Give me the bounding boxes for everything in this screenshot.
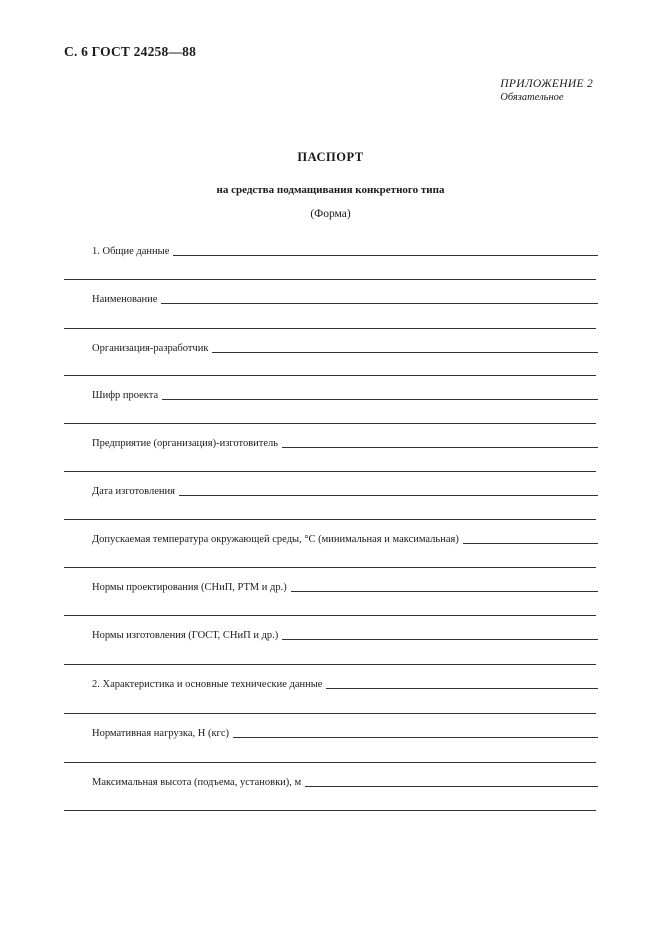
continuation-line[interactable] — [64, 375, 596, 376]
continuation-line[interactable] — [64, 328, 596, 329]
field-manufacture-date[interactable] — [92, 484, 598, 498]
document-title: ПАСПОРТ — [297, 150, 364, 164]
field-label: Дата изготовления — [92, 486, 175, 497]
document-subtitle: на средства подмащивания конкретного типа — [216, 184, 445, 196]
field-label: Шифр проекта — [92, 390, 159, 401]
field-label: Организация-разработчик — [92, 343, 209, 354]
fill-line[interactable] — [282, 639, 598, 640]
field-design-norms[interactable] — [92, 580, 598, 594]
field-project-code[interactable] — [92, 388, 598, 402]
fill-line[interactable] — [305, 786, 598, 787]
field-label: Допускаемая температура окружающей среды, °С (минимальная и максимальная) — [92, 534, 459, 545]
field-label: 2. Характеристика и основные технические данные — [92, 679, 323, 690]
fill-line[interactable] — [162, 399, 598, 400]
continuation-line[interactable] — [64, 810, 596, 811]
continuation-line[interactable] — [64, 279, 596, 280]
continuation-line[interactable] — [64, 664, 596, 665]
field-temperature[interactable] — [92, 532, 598, 546]
fill-line[interactable] — [161, 303, 598, 304]
appendix-block — [500, 78, 593, 104]
field-normative-load[interactable] — [92, 726, 598, 740]
continuation-line[interactable] — [64, 567, 596, 568]
continuation-line[interactable] — [64, 471, 596, 472]
field-general-data[interactable] — [92, 244, 598, 258]
continuation-line[interactable] — [64, 713, 596, 714]
field-characteristics[interactable] — [92, 677, 598, 691]
field-label: Нормы изготовления (ГОСТ, СНиП и др.) — [92, 630, 279, 641]
field-max-height[interactable] — [92, 775, 598, 789]
fill-line[interactable] — [173, 255, 598, 256]
fill-line[interactable] — [233, 737, 598, 738]
field-manufacturing-norms[interactable] — [92, 628, 598, 642]
field-label: Максимальная высота (подъема, установки), м — [92, 777, 302, 788]
page-header-ref: С. 6 ГОСТ 24258—88 — [64, 44, 197, 59]
fill-line[interactable] — [282, 447, 598, 448]
fill-line[interactable] — [463, 543, 598, 544]
field-label: 1. Общие данные — [92, 246, 170, 257]
field-label: Предприятие (организация)-изготовитель — [92, 438, 279, 449]
field-developer[interactable] — [92, 341, 598, 355]
appendix-status: Обязательное — [500, 92, 564, 103]
continuation-line[interactable] — [64, 615, 596, 616]
appendix-title: ПРИЛОЖЕНИЕ 2 — [500, 78, 593, 90]
continuation-line[interactable] — [64, 519, 596, 520]
form-note: (Форма) — [310, 208, 351, 220]
fill-line[interactable] — [291, 591, 598, 592]
continuation-line[interactable] — [64, 762, 596, 763]
field-label: Нормы проектирования (СНиП, РТМ и др.) — [92, 582, 287, 593]
fill-line[interactable] — [179, 495, 598, 496]
continuation-line[interactable] — [64, 423, 596, 424]
field-label: Наименование — [92, 294, 158, 305]
field-label: Нормативная нагрузка, Н (кгс) — [92, 728, 230, 739]
field-manufacturer[interactable] — [92, 436, 598, 450]
field-name[interactable] — [92, 292, 598, 306]
fill-line[interactable] — [326, 688, 598, 689]
fill-line[interactable] — [212, 352, 598, 353]
